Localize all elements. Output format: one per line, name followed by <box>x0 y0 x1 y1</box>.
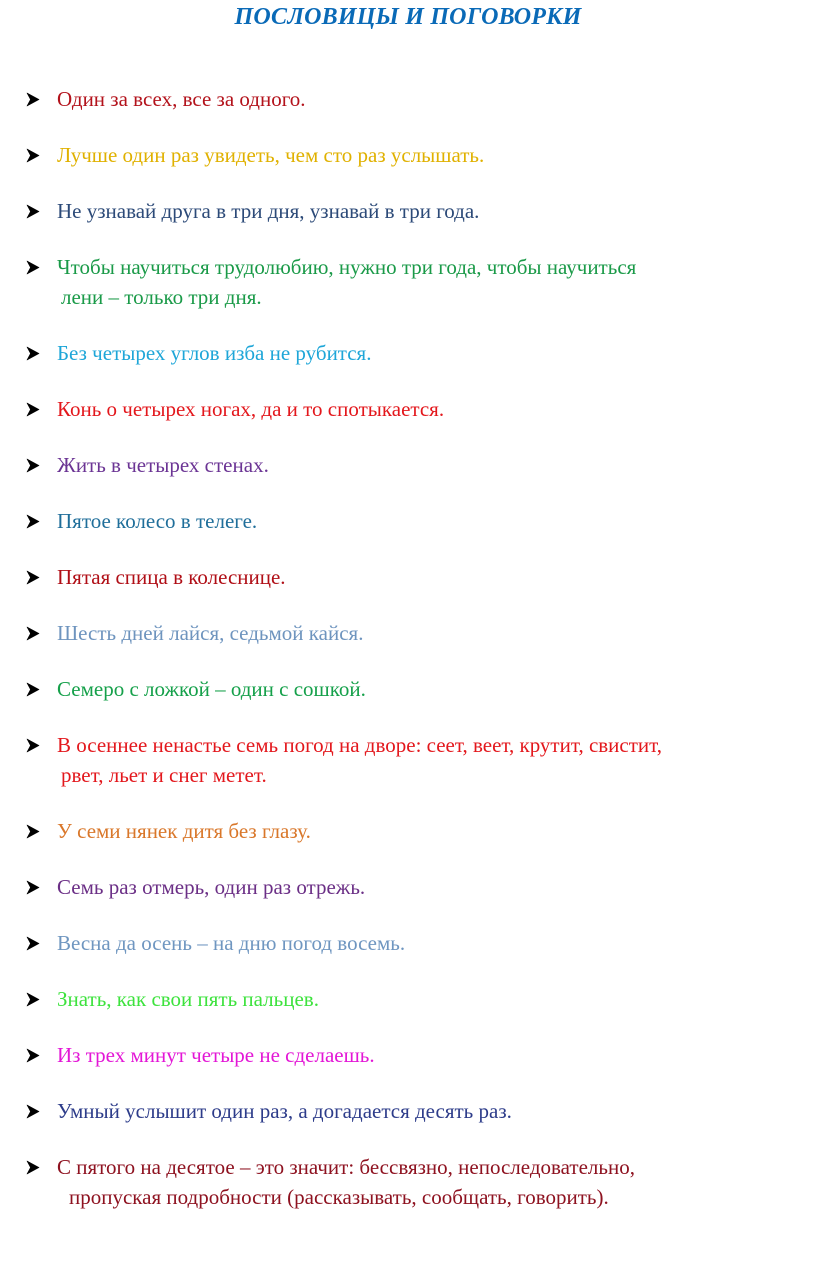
list-item <box>24 984 794 1014</box>
proverb-line-1: Лучше один раз увидеть, чем сто раз услышать. <box>57 143 485 167</box>
list-item <box>24 1096 794 1126</box>
proverb-line-1: Жить в четырех стенах. <box>57 453 269 477</box>
proverb-text <box>57 506 794 536</box>
proverb-list <box>24 84 794 1238</box>
list-item <box>24 562 794 592</box>
proverb-text <box>57 1096 794 1126</box>
proverb-text <box>57 928 794 958</box>
arrowhead-bullet-icon <box>24 618 57 648</box>
arrowhead-bullet-icon <box>24 984 57 1014</box>
proverb-line-1: Шесть дней лайся, седьмой кайся. <box>57 621 364 645</box>
arrowhead-bullet-icon <box>24 196 57 226</box>
list-item <box>24 1040 794 1070</box>
list-item <box>24 618 794 648</box>
list-item <box>24 140 794 170</box>
list-item <box>24 252 794 312</box>
proverb-text <box>57 872 794 902</box>
arrowhead-bullet-icon <box>24 140 57 170</box>
proverb-line-1: Пятое колесо в телеге. <box>57 509 258 533</box>
list-item <box>24 674 794 704</box>
proverb-text <box>57 140 794 170</box>
page-title: ПОСЛОВИЦЫ И ПОГОВОРКИ <box>234 4 582 30</box>
proverb-text <box>57 84 794 114</box>
proverb-line-1: Не узнавай друга в три дня, узнавай в три года. <box>57 199 480 223</box>
proverb-line-1: Семеро с ложкой – один с сошкой. <box>57 677 366 701</box>
proverb-text <box>57 816 794 846</box>
proverb-line-1: С пятого на десятое – это значит: бессвязно, непоследовательно, <box>57 1155 635 1179</box>
arrowhead-bullet-icon <box>24 450 57 480</box>
proverb-line-1: У семи нянек дитя без глазу. <box>57 819 311 843</box>
proverb-line-1: Пятая спица в колеснице. <box>57 565 286 589</box>
arrowhead-bullet-icon <box>24 730 57 760</box>
proverb-text <box>57 394 794 424</box>
arrowhead-bullet-icon <box>24 1040 57 1070</box>
proverb-text <box>57 730 794 790</box>
proverb-text <box>57 674 794 704</box>
proverb-line-2: пропуская подробности (рассказывать, сообщать, говорить). <box>69 1185 609 1209</box>
arrowhead-bullet-icon <box>24 1152 57 1182</box>
list-item <box>24 730 794 790</box>
arrowhead-bullet-icon <box>24 928 57 958</box>
list-item <box>24 196 794 226</box>
arrowhead-bullet-icon <box>24 252 57 282</box>
arrowhead-bullet-icon <box>24 506 57 536</box>
list-item <box>24 872 794 902</box>
arrowhead-bullet-icon <box>24 674 57 704</box>
proverb-text <box>57 1040 794 1070</box>
arrowhead-bullet-icon <box>24 562 57 592</box>
list-item <box>24 1152 794 1212</box>
list-item <box>24 450 794 480</box>
list-item <box>24 394 794 424</box>
proverb-text <box>57 450 794 480</box>
proverb-text <box>57 252 794 312</box>
arrowhead-bullet-icon <box>24 338 57 368</box>
proverb-line-1: Один за всех, все за одного. <box>57 87 306 111</box>
arrowhead-bullet-icon <box>24 394 57 424</box>
arrowhead-bullet-icon <box>24 816 57 846</box>
proverb-text <box>57 562 794 592</box>
proverb-text <box>57 1152 794 1212</box>
proverb-line-2: лени – только три дня. <box>61 285 262 309</box>
list-item <box>24 506 794 536</box>
proverb-text <box>57 338 794 368</box>
proverb-line-1: Конь о четырех ногах, да и то спотыкается. <box>57 397 445 421</box>
proverb-line-1: Весна да осень – на дню погод восемь. <box>57 931 406 955</box>
arrowhead-bullet-icon <box>24 872 57 902</box>
proverb-line-1: Умный услышит один раз, а догадается десять раз. <box>57 1099 512 1123</box>
proverb-line-1: Из трех минут четыре не сделаешь. <box>57 1043 375 1067</box>
proverb-text <box>57 984 794 1014</box>
proverb-text <box>57 196 794 226</box>
arrowhead-bullet-icon <box>24 84 57 114</box>
list-item <box>24 338 794 368</box>
proverb-line-1: В осеннее ненастье семь погод на дворе: сеет, веет, крутит, свистит, <box>57 733 663 757</box>
proverb-text <box>57 618 794 648</box>
list-item <box>24 928 794 958</box>
proverb-line-1: Чтобы научиться трудолюбию, нужно три года, чтобы научиться <box>57 255 637 279</box>
arrowhead-bullet-icon <box>24 1096 57 1126</box>
proverb-line-1: Семь раз отмерь, один раз отрежь. <box>57 875 366 899</box>
proverb-line-1: Без четырех углов изба не рубится. <box>57 341 372 365</box>
list-item <box>24 84 794 114</box>
proverb-line-1: Знать, как свои пять пальцев. <box>57 987 319 1011</box>
list-item <box>24 816 794 846</box>
proverb-line-2: рвет, льет и снег метет. <box>61 763 267 787</box>
